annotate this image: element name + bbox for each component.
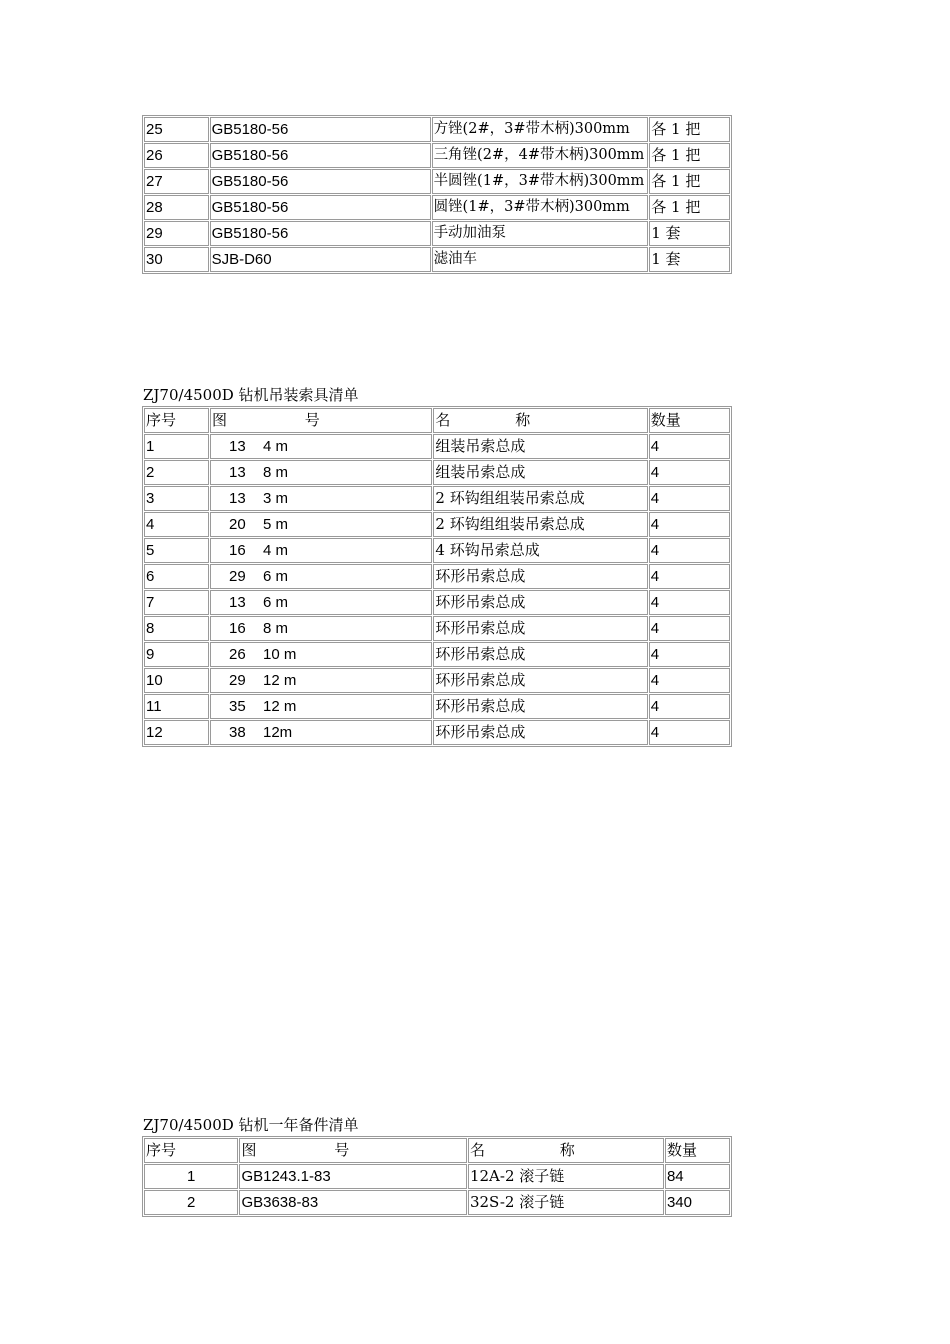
cell-qty: 4 [649, 590, 730, 615]
table-row [144, 434, 730, 459]
cell-qty: 1 套 [649, 247, 730, 272]
spare-parts-body [144, 1164, 730, 1215]
cell-no: 3 [144, 486, 209, 511]
header-qty: 数量 [665, 1138, 730, 1163]
cell-length: 10 m [263, 646, 297, 663]
cell-code [210, 590, 432, 615]
cell-qty: 4 [649, 668, 730, 693]
table-row [144, 512, 730, 537]
cell-qty: 84 [665, 1164, 730, 1189]
cell-code: GB5180-56 [210, 221, 431, 246]
cell-qty: 4 [649, 564, 730, 589]
cell-code [210, 642, 432, 667]
cell-qty: 4 [649, 538, 730, 563]
cell-name: 手动加油泵 [432, 221, 649, 246]
cell-diameter: 13 [229, 490, 246, 507]
rigging-list-table [142, 406, 732, 747]
tool-list-body [144, 117, 730, 272]
header-code-b: 号 [334, 1141, 350, 1159]
cell-length: 3 m [263, 490, 289, 507]
cell-name: 环形吊索总成 [433, 720, 647, 745]
table-row [144, 642, 730, 667]
cell-diameter: 16 [229, 620, 246, 637]
cell-code [210, 564, 432, 589]
cell-code [210, 512, 432, 537]
header-name-b: 称 [515, 411, 531, 429]
cell-diameter: 20 [229, 516, 246, 533]
cell-name: 32S-2 滚子链 [468, 1190, 664, 1215]
table-row [144, 720, 730, 745]
cell-code [210, 720, 432, 745]
cell-qty: 各 1 把 [649, 143, 730, 168]
cell-length: 8 m [263, 464, 289, 481]
header-name [468, 1138, 664, 1163]
cell-length: 4 m [263, 438, 289, 455]
cell-diameter: 35 [229, 698, 246, 715]
cell-qty: 4 [649, 642, 730, 667]
cell-no: 2 [144, 1190, 238, 1215]
header-qty: 数量 [649, 408, 730, 433]
cell-code [210, 486, 432, 511]
cell-no: 6 [144, 564, 209, 589]
spare-parts-table [142, 1136, 732, 1217]
header-name [433, 408, 647, 433]
cell-length: 5 m [263, 516, 289, 533]
cell-no: 1 [144, 1164, 238, 1189]
cell-code [210, 434, 432, 459]
table-row [144, 1190, 730, 1215]
table-row [144, 1164, 730, 1189]
spare-parts-caption: ZJ70/4500D 钻机一年备件清单 [143, 1116, 359, 1134]
cell-qty: 4 [649, 434, 730, 459]
cell-code [210, 694, 432, 719]
cell-qty: 4 [649, 720, 730, 745]
tool-list-table [142, 115, 732, 274]
header-no: 序号 [144, 408, 209, 433]
cell-name: 方锉(2#，3#带木柄)300mm [432, 117, 649, 142]
cell-code: GB1243.1-83 [239, 1164, 467, 1189]
table-row [144, 117, 730, 142]
header-code [210, 408, 432, 433]
cell-name: 半圆锉(1#，3#带木柄)300mm [432, 169, 649, 194]
table-header-row [144, 1138, 730, 1163]
cell-no: 28 [144, 195, 209, 220]
cell-code: GB3638-83 [239, 1190, 467, 1215]
cell-name: 环形吊索总成 [433, 564, 647, 589]
table-row [144, 169, 730, 194]
cell-name: 环形吊索总成 [433, 616, 647, 641]
cell-qty: 4 [649, 616, 730, 641]
cell-no: 29 [144, 221, 209, 246]
cell-code [210, 538, 432, 563]
cell-no: 27 [144, 169, 209, 194]
cell-name: 环形吊索总成 [433, 668, 647, 693]
header-code-b: 号 [304, 411, 320, 429]
cell-name: 三角锉(2#，4#带木柄)300mm [432, 143, 649, 168]
cell-name: 组装吊索总成 [433, 460, 647, 485]
cell-no: 25 [144, 117, 209, 142]
table-row [144, 143, 730, 168]
cell-diameter: 13 [229, 438, 246, 455]
cell-code: GB5180-56 [210, 169, 431, 194]
cell-name: 滤油车 [432, 247, 649, 272]
table-row [144, 668, 730, 693]
cell-name: 4 环钩吊索总成 [433, 538, 647, 563]
table-row [144, 616, 730, 641]
cell-code: SJB-D60 [210, 247, 431, 272]
cell-no: 10 [144, 668, 209, 693]
header-name-a: 名 [469, 1141, 485, 1159]
cell-no: 11 [144, 694, 209, 719]
table-row [144, 590, 730, 615]
cell-code [210, 616, 432, 641]
cell-name: 组装吊索总成 [433, 434, 647, 459]
cell-no: 1 [144, 434, 209, 459]
header-code-a: 图 [212, 411, 228, 429]
cell-diameter: 13 [229, 594, 246, 611]
cell-qty: 各 1 把 [649, 169, 730, 194]
cell-qty: 4 [649, 512, 730, 537]
cell-code [210, 460, 432, 485]
cell-length: 8 m [263, 620, 289, 637]
cell-name: 环形吊索总成 [433, 694, 647, 719]
cell-length: 12 m [263, 672, 297, 689]
cell-no: 4 [144, 512, 209, 537]
table-row [144, 564, 730, 589]
table-row [144, 486, 730, 511]
cell-no: 2 [144, 460, 209, 485]
cell-no: 12 [144, 720, 209, 745]
header-no: 序号 [144, 1138, 238, 1163]
cell-qty: 4 [649, 694, 730, 719]
cell-qty: 4 [649, 486, 730, 511]
cell-diameter: 13 [229, 464, 246, 481]
cell-code: GB5180-56 [210, 143, 431, 168]
table-header-row [144, 408, 730, 433]
cell-diameter: 16 [229, 542, 246, 559]
table-row [144, 538, 730, 563]
cell-name: 12A-2 滚子链 [468, 1164, 664, 1189]
table-row [144, 195, 730, 220]
cell-no: 26 [144, 143, 209, 168]
cell-name: 环形吊索总成 [433, 642, 647, 667]
header-name-b: 称 [559, 1141, 575, 1159]
rigging-list-body [144, 434, 730, 745]
table-row [144, 247, 730, 272]
cell-diameter: 29 [229, 568, 246, 585]
cell-code [210, 668, 432, 693]
cell-qty: 4 [649, 460, 730, 485]
cell-code: GB5180-56 [210, 195, 431, 220]
table-row [144, 694, 730, 719]
cell-no: 8 [144, 616, 209, 641]
cell-no: 5 [144, 538, 209, 563]
cell-qty: 1 套 [649, 221, 730, 246]
header-name-a: 名 [435, 411, 451, 429]
cell-length: 12m [263, 724, 293, 741]
cell-length: 6 m [263, 568, 289, 585]
cell-no: 9 [144, 642, 209, 667]
cell-qty: 各 1 把 [649, 117, 730, 142]
cell-no: 30 [144, 247, 209, 272]
cell-qty: 340 [665, 1190, 730, 1215]
table-row [144, 221, 730, 246]
cell-name: 环形吊索总成 [433, 590, 647, 615]
cell-qty: 各 1 把 [649, 195, 730, 220]
cell-diameter: 26 [229, 646, 246, 663]
cell-diameter: 29 [229, 672, 246, 689]
table-row [144, 460, 730, 485]
cell-name: 2 环钩组组装吊索总成 [433, 512, 647, 537]
cell-length: 6 m [263, 594, 289, 611]
cell-length: 4 m [263, 542, 289, 559]
header-code-a: 图 [241, 1141, 257, 1159]
header-code [239, 1138, 467, 1163]
cell-name: 2 环钩组组装吊索总成 [433, 486, 647, 511]
cell-name: 圆锉(1#，3#带木柄)300mm [432, 195, 649, 220]
cell-length: 12 m [263, 698, 297, 715]
cell-diameter: 38 [229, 724, 246, 741]
rigging-list-caption: ZJ70/4500D 钻机吊装索具清单 [143, 386, 359, 404]
cell-no: 7 [144, 590, 209, 615]
cell-code: GB5180-56 [210, 117, 431, 142]
